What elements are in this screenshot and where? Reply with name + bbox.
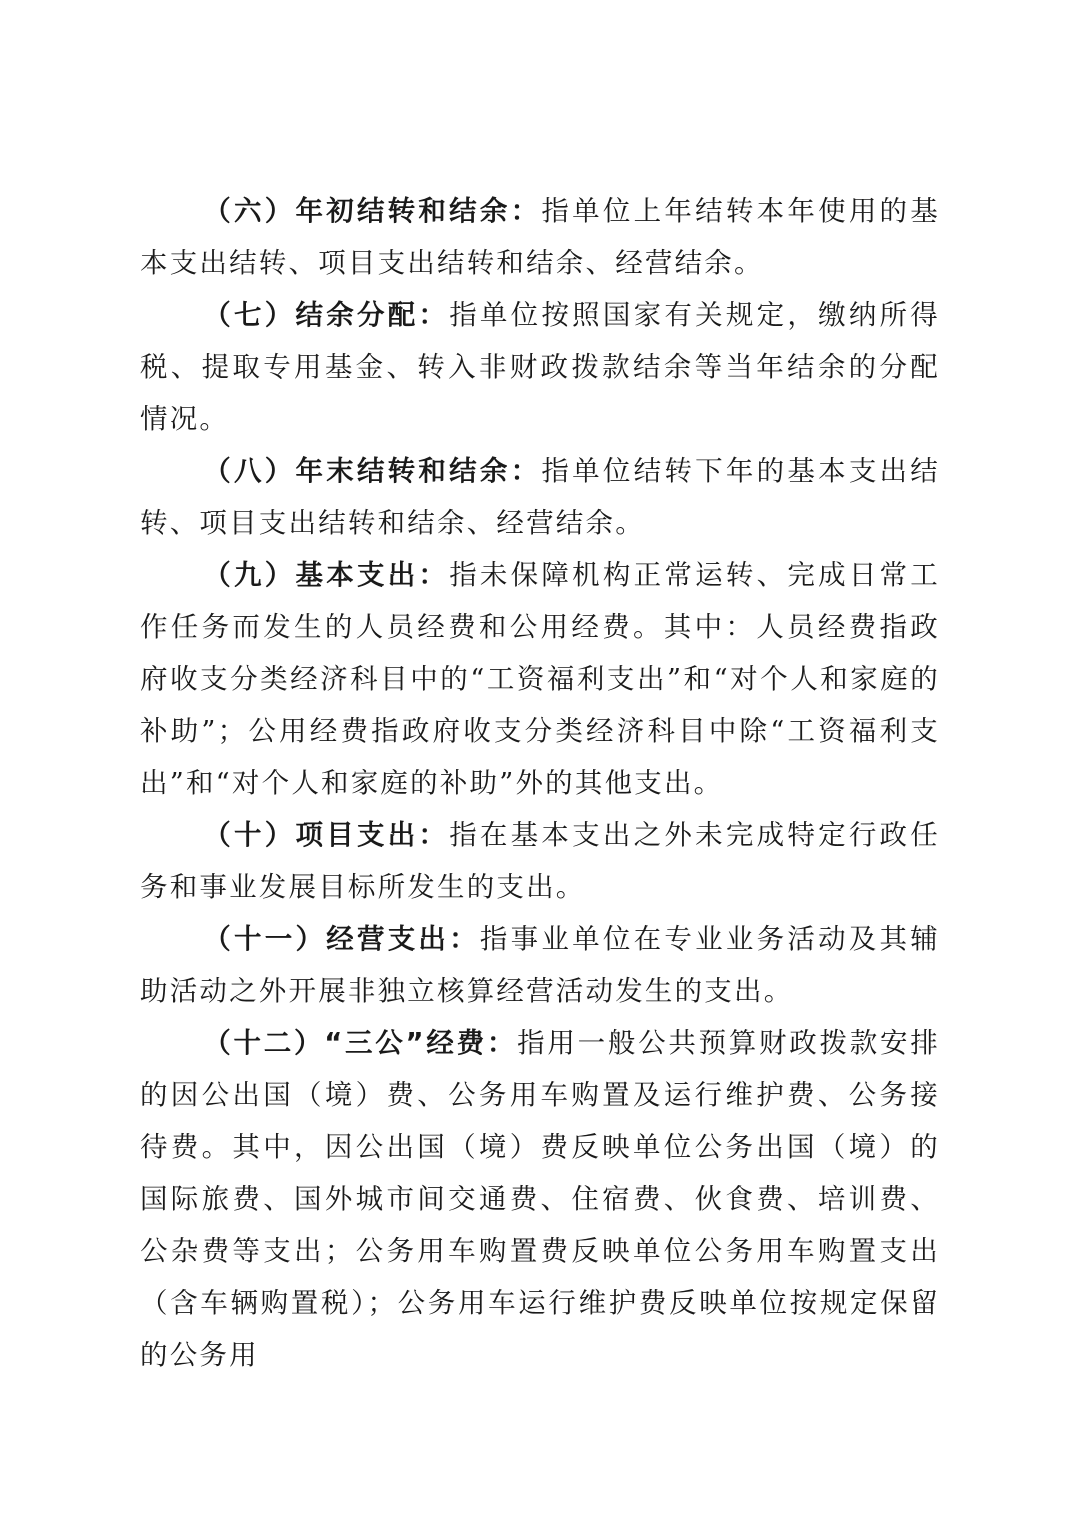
term-definition: 指单位结转下年的基本支出结转、项目支出结转和结余、经营结余。 <box>140 455 940 539</box>
term-definition: 指单位上年结转本年使用的基本支出结转、项目支出结转和结余、经营结余。 <box>140 195 940 279</box>
term-heading: （八）年末结转和结余： <box>203 455 542 487</box>
document-body <box>140 185 940 1381</box>
paragraph-twelve <box>140 1017 940 1381</box>
term-heading: （十一）经营支出： <box>203 923 480 955</box>
term-definition: 指事业单位在专业业务活动及其辅助活动之外开展非独立核算经营活动发生的支出。 <box>140 923 940 1007</box>
paragraph-ten <box>140 809 940 913</box>
term-heading: （六）年初结转和结余： <box>203 195 542 227</box>
term-heading: （七）结余分配： <box>203 299 450 331</box>
paragraph-nine <box>140 549 940 809</box>
term-definition: 指单位按照国家有关规定，缴纳所得税、提取专用基金、转入非财政拨款结余等当年结余的分配情况。 <box>140 299 940 435</box>
term-definition: 指未保障机构正常运转、完成日常工作任务而发生的人员经费和公用经费。其中：人员经费指政府收支分类经济科目中的“工资福利支出”和“对个人和家庭的补助”；公用经费指政府收支分类经济科目中除“工资福利支出”和“对个人和家庭的补助”外的其他支出。 <box>140 559 940 799</box>
term-heading: （十）项目支出： <box>203 819 450 851</box>
term-definition: 指用一般公共预算财政拨款安排的因公出国（境）费、公务用车购置及运行维护费、公务接待费。其中，因公出国（境）费反映单位公务出国（境）的国际旅费、国外城市间交通费、住宿费、伙食费、培训费、公杂费等支出；公务用车购置费反映单位公务用车购置支出（含车辆购置税）；公务用车运行维护费反映单位按规定保留的公务用 <box>140 1027 940 1371</box>
paragraph-seven <box>140 289 940 445</box>
paragraph-six <box>140 185 940 289</box>
term-heading: （十二）“三公”经费： <box>203 1027 518 1059</box>
term-definition: 指在基本支出之外未完成特定行政任务和事业发展目标所发生的支出。 <box>140 819 940 903</box>
term-heading: （九）基本支出： <box>203 559 450 591</box>
paragraph-eleven <box>140 913 940 1017</box>
paragraph-eight <box>140 445 940 549</box>
